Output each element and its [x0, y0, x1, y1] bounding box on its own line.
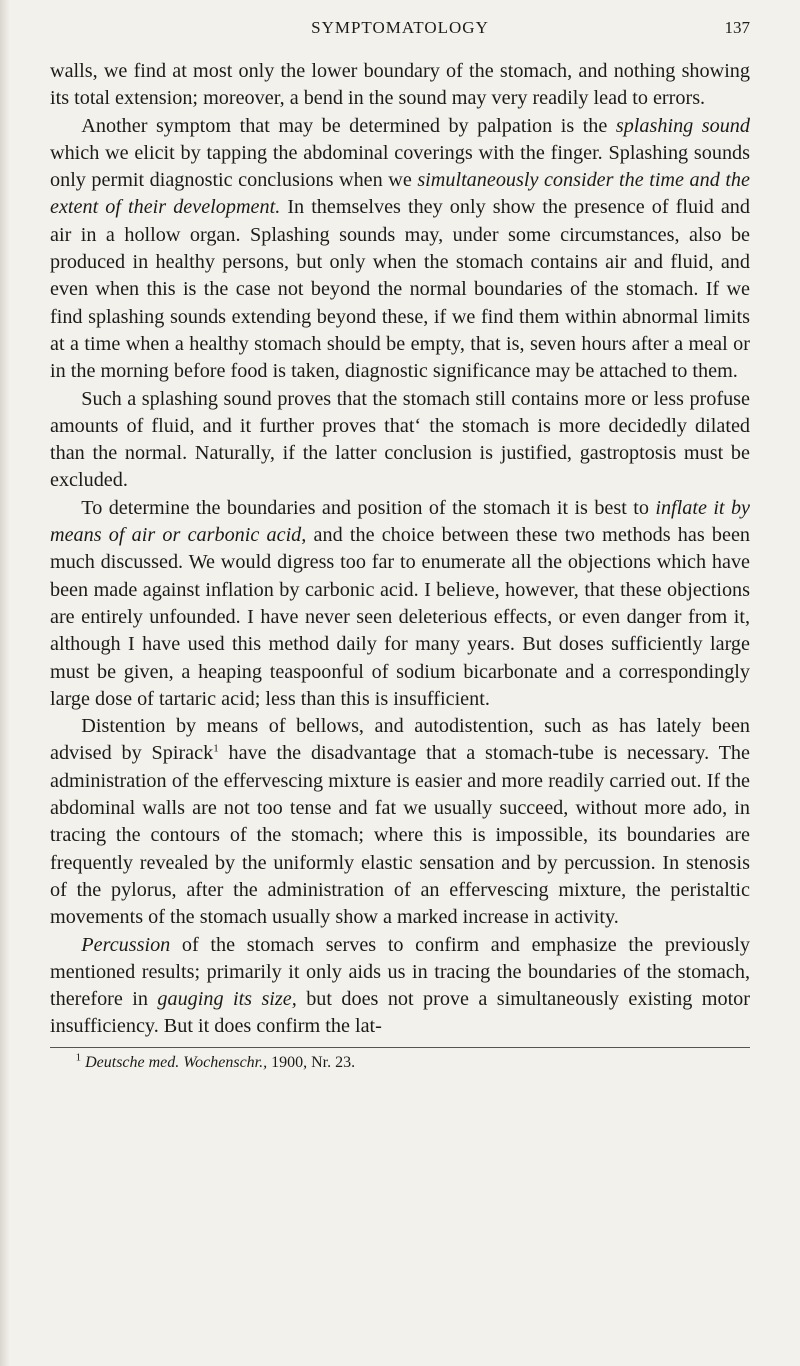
footnote — [50, 1052, 750, 1074]
text-run: of the stomach serves to confirm and emphasize the previously mentioned results; primarily it only aids us in tracing the boundaries of the stomach, therefore in — [50, 933, 750, 1011]
footnote-rule — [50, 1047, 750, 1048]
italic-phrase: gauging its size, — [157, 988, 297, 1011]
text-run: In themselves they only show the presence of fluid and air in a hollow organ. Splashing sounds may, under some circumstances, also be produced in healthy persons, but only when the stomach contains air and fluid, and even when this is the case not beyond the normal boundaries of the stomach. If we find splashing sounds extending beyond these, if we find them within abnormal limits at a time when a healthy stomach should be empty, that is, seven hours after a meal or in the morning before food is taken, diagnostic significance may be attached to them. — [50, 196, 750, 383]
paragraph — [50, 386, 750, 495]
footnote-reference: 1 — [213, 742, 219, 755]
running-head — [50, 0, 750, 58]
text-run: To determine the boundaries and position of the stomach it is best to — [81, 496, 656, 519]
page-number: 137 — [724, 18, 750, 37]
footnote-detail: 1900, Nr. 23. — [267, 1053, 356, 1071]
italic-phrase: splashing sound — [615, 114, 750, 137]
text-run: have the disadvantage that a stomach-tube is necessary. The administration of the effervescing mixture is easier and more readily carried out. If the abdominal walls are not too tense and fat we usually succeed, without more ado, in tracing the contours of the stomach; where this is impossible, its boundaries are frequently revealed by the uniformly elastic sensation and by percussion. In stenosis of the pylorus, after the administration of an effervescing mixture, the peristaltic movements of the stomach usually show a marked increase in activity. — [50, 742, 750, 929]
paragraph — [50, 113, 750, 386]
paragraph — [50, 713, 750, 931]
body-text — [50, 58, 750, 1041]
text-run: Another symptom that may be determined by palpation is the — [81, 114, 616, 137]
text-run: Distention by means of bellows, and autodistention, such as has lately been advised by Spirack — [50, 715, 750, 765]
text-run: Such a splashing sound proves that the stomach still contains more or less profuse amounts of fluid, and it further proves thatʻ the stomach is more decidedly dilated than the normal. Naturally, if the latter conclusion is justified, gastroptosis must be excluded. — [50, 387, 750, 492]
text-run: but does not prove a simultaneously existing motor insufficiency. But it does confirm the lat- — [50, 988, 750, 1038]
text-run: walls, we find at most only the lower boundary of the stomach, and nothing showing its total extension; moreover, a bend in the sound may very readily lead to errors. — [50, 60, 750, 110]
footnote-marker: 1 — [75, 1051, 82, 1064]
footnote-source: Deutsche med. Wochenschr., — [85, 1053, 268, 1071]
paragraph — [50, 495, 750, 713]
italic-phrase: Percussion — [81, 933, 171, 956]
paragraph — [50, 58, 750, 113]
running-title: SYMPTOMATOLOGY — [311, 18, 489, 37]
text-run: which we elicit by tapping the abdominal coverings with the finger. Splashing sounds only permit diagnostic conclusions when we — [50, 141, 750, 192]
book-page — [50, 0, 750, 1074]
italic-phrase: simultaneously consider the time and the extent of their development. — [50, 169, 750, 219]
page-gutter-shadow — [0, 0, 10, 1366]
text-run: and the choice between these two methods has been much discussed. We would digress too far to enumerate all the objections which have been made against inflation by carbonic acid. I believe, however, that these objections are entirely unfounded. I have never seen deleterious effects, or even danger from it, although I have used this method daily for many years. But doses sufficiently large must be given, a heaping teaspoonful of sodium bicarbonate and a correspondingly large dose of tartaric acid; less than this is insufficient. — [50, 524, 750, 710]
paragraph — [50, 932, 750, 1041]
italic-phrase: inflate it by means of air or carbonic acid, — [50, 496, 750, 547]
